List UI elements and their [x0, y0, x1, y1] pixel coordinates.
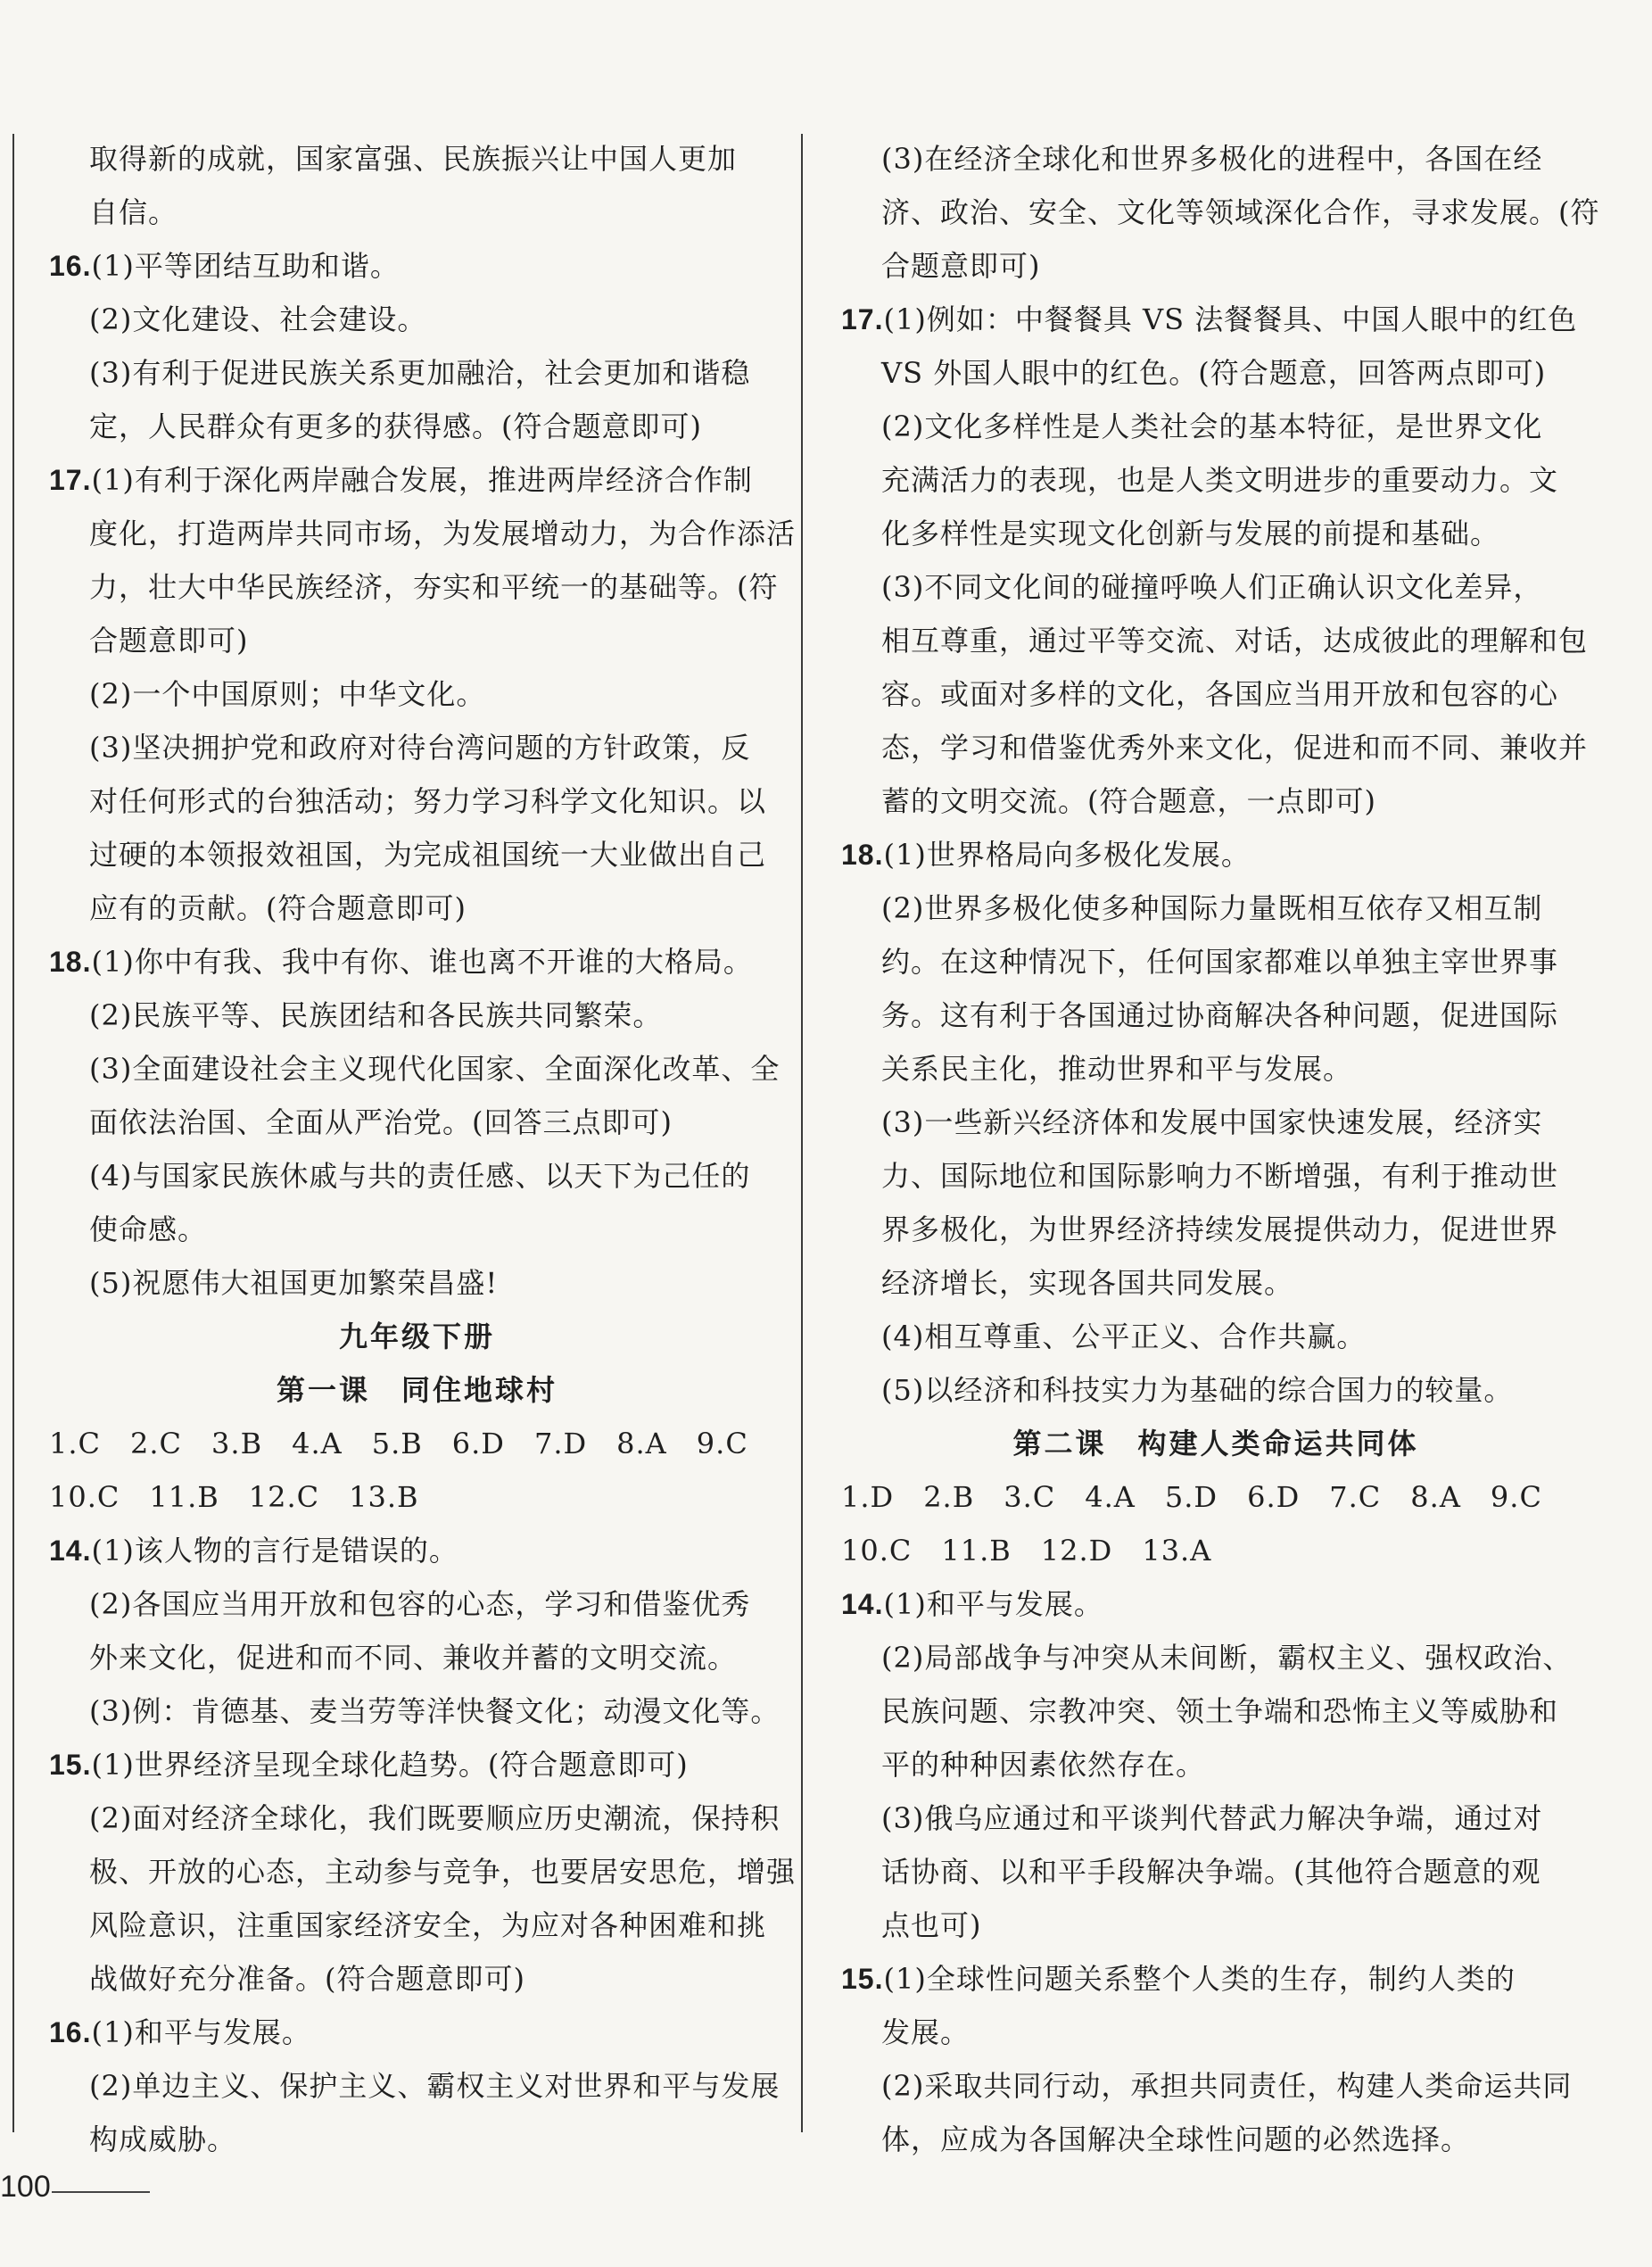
answer-line: [841, 1470, 1590, 1524]
answer-line: [841, 453, 1590, 507]
answer-text: (3)俄乌应通过和平谈判代替武力解决争端，通过对: [881, 1801, 1543, 1835]
answer-line: [841, 1042, 1590, 1096]
answer-line: [49, 881, 785, 935]
answer-line: [49, 1042, 785, 1096]
answer-text: (2)局部战争与冲突从未间断，霸权主义、强权政治、: [881, 1641, 1573, 1675]
answer-text: 相互尊重，通过平等交流、对话，达成彼此的理解和包: [881, 624, 1589, 658]
answer-text: 10.C 11.B 12.D 13.A: [841, 1534, 1212, 1568]
answer-text: (2)文化建设、社会建设。: [89, 302, 427, 336]
answer-line: [49, 1524, 785, 1577]
answer-line: [841, 1791, 1590, 1845]
answer-text: (2)面对经济全球化，我们既要顺应历史潮流，保持积: [89, 1801, 781, 1835]
answer-text: (2)各国应当用开放和包容的心态，学习和借鉴优秀: [89, 1587, 751, 1621]
answer-text: (5)以经济和科技实力为基础的综合国力的较量。: [881, 1373, 1514, 1407]
answer-text: (1)世界格局向多极化发展。: [883, 838, 1251, 872]
answer-text: (1)你中有我、我中有你、谁也离不开谁的大格局。: [91, 945, 753, 979]
answer-text: 自信。: [89, 195, 178, 229]
question-number: 16.: [49, 250, 92, 282]
right-column: [841, 132, 1600, 2166]
answer-line: [841, 400, 1590, 453]
answer-text: (4)与国家民族休戚与共的责任感、以天下为己任的: [89, 1159, 751, 1193]
answer-text: (2)民族平等、民族团结和各民族共同繁荣。: [89, 998, 663, 1032]
answer-line: [49, 1845, 797, 1899]
left-column: [49, 132, 797, 2166]
answer-text: 九年级下册: [338, 1320, 495, 1353]
answer-text: 点也可): [881, 1908, 982, 1942]
answer-line: [49, 989, 785, 1042]
question-number: 18.: [841, 839, 884, 871]
answer-line: [841, 1256, 1590, 1310]
answer-line: [49, 1899, 785, 1952]
answer-text: 化多样性是实现文化创新与发展的前提和基础。: [881, 517, 1500, 550]
answer-line: [49, 186, 785, 239]
answer-line: [49, 1203, 785, 1256]
answer-text: 第一课 同住地球村: [276, 1373, 558, 1407]
answer-line: [49, 1684, 785, 1738]
answer-line: [49, 1952, 785, 2006]
question-number: 17.: [841, 303, 884, 335]
answer-line: [49, 2059, 785, 2113]
answer-line: [841, 1203, 1590, 1256]
answer-line: [841, 1096, 1590, 1149]
question-number: 18.: [49, 946, 92, 978]
answer-text: 态，学习和借鉴优秀外来文化，促进和而不同、兼收并: [881, 731, 1589, 765]
answer-text: (1)世界经济呈现全球化趋势。(符合题意即可): [91, 1748, 689, 1782]
answer-line: [841, 2059, 1590, 2113]
question-number: 14.: [841, 1588, 884, 1620]
answer-text: 充满活力的表现，也是人类文明进步的重要动力。文: [881, 463, 1559, 497]
answer-text: 体，应成为各国解决全球性问题的必然选择。: [881, 2122, 1471, 2156]
answer-line: [49, 239, 785, 293]
answer-line: [841, 507, 1590, 560]
answer-line: [841, 186, 1600, 239]
answer-line: [49, 400, 785, 453]
answer-line: [841, 1738, 1590, 1791]
answer-text: 度化，打造两岸共同市场，为发展增动力，为合作添活: [89, 517, 797, 550]
answer-line: [49, 1738, 785, 1791]
answer-text: (4)相互尊重、公平正义、合作共赢。: [881, 1320, 1367, 1353]
answer-line: [49, 667, 785, 721]
answer-line: [841, 1845, 1590, 1899]
answer-text: 民族问题、宗教冲突、领土争端和恐怖主义等威胁和: [881, 1694, 1559, 1728]
answer-text: (2)一个中国原则；中华文化。: [89, 677, 486, 711]
answer-text: 战做好充分准备。(符合题意即可): [89, 1962, 525, 1996]
answer-text: (1)全球性问题关系整个人类的生存，制约人类的: [883, 1962, 1516, 1996]
answer-line: [841, 881, 1590, 935]
answer-text: 蓄的文明交流。(符合题意，一点即可): [881, 784, 1376, 818]
answer-text: 第二课 构建人类命运共同体: [1012, 1427, 1419, 1460]
answer-line: [49, 1470, 785, 1524]
answer-text: 风险意识，注重国家经济安全，为应对各种困难和挑: [89, 1908, 767, 1942]
answer-text: 经济增长，实现各国共同发展。: [881, 1266, 1294, 1300]
answer-text: (1)该人物的言行是错误的。: [91, 1534, 458, 1568]
answer-line: [841, 828, 1590, 881]
answer-line: [841, 2006, 1590, 2059]
answer-line: [841, 989, 1590, 1042]
answer-text: (1)和平与发展。: [883, 1587, 1103, 1621]
question-number: 17.: [49, 464, 92, 496]
answer-text: 合题意即可): [89, 624, 249, 658]
answer-line: [841, 1684, 1590, 1738]
left-margin-rule: [12, 134, 14, 2132]
answer-text: 1.C 2.C 3.B 4.A 5.B 6.D 7.D 8.A 9.C: [49, 1427, 748, 1460]
answer-text: 极、开放的心态，主动参与竞争，也要居安思危，增强: [89, 1855, 797, 1889]
answer-line: [841, 132, 1590, 186]
answer-text: 合题意即可): [881, 249, 1041, 283]
answer-text: 应有的贡献。(符合题意即可): [89, 891, 467, 925]
answer-line: [841, 1899, 1590, 1952]
answer-line: [841, 1310, 1590, 1363]
question-number: 15.: [49, 1749, 92, 1781]
answer-line: [49, 2006, 785, 2059]
answer-line: [841, 239, 1590, 293]
answer-line: [841, 1577, 1590, 1631]
answer-text: 构成威胁。: [89, 2122, 237, 2156]
answer-line: [49, 935, 785, 989]
page-number-rule: [52, 2191, 150, 2193]
answer-text: (2)采取共同行动，承担共同责任，构建人类命运共同: [881, 2069, 1573, 2103]
answer-text: (2)单边主义、保护主义、霸权主义对世界和平与发展: [89, 2069, 781, 2103]
answer-line: [49, 507, 797, 560]
section-heading: [841, 1417, 1590, 1470]
answer-text: (1)和平与发展。: [91, 2015, 311, 2049]
answer-line: [841, 1631, 1590, 1684]
answer-text: 力、国际地位和国际影响力不断增强，有利于推动世: [881, 1159, 1559, 1193]
answer-line: [49, 828, 785, 881]
answer-line: [841, 560, 1590, 614]
section-heading: [49, 1310, 785, 1363]
answer-line: [841, 774, 1590, 828]
answer-line: [841, 1149, 1590, 1203]
column-divider: [801, 134, 803, 2132]
answer-line: [49, 1417, 785, 1470]
answer-line: [49, 721, 785, 774]
answer-line: [49, 1791, 785, 1845]
answer-text: (3)例：肯德基、麦当劳等洋快餐文化；动漫文化等。: [89, 1694, 781, 1728]
answer-text: 务。这有利于各国通过协商解决各种问题，促进国际: [881, 998, 1559, 1032]
answer-line: [49, 774, 785, 828]
section-heading: [49, 1363, 785, 1417]
answer-line: [841, 935, 1590, 989]
answer-text: 容。或面对多样的文化，各国应当用开放和包容的心: [881, 677, 1559, 711]
answer-line: [841, 1952, 1590, 2006]
answer-line: [841, 1524, 1590, 1577]
answer-line: [49, 1256, 785, 1310]
answer-line: [49, 1096, 785, 1149]
answer-line: [49, 1631, 785, 1684]
answer-text: 约。在这种情况下，任何国家都难以单独主宰世界事: [881, 945, 1559, 979]
answer-text: 10.C 11.B 12.C 13.B: [49, 1480, 419, 1514]
answer-line: [49, 614, 785, 667]
answer-text: (3)一些新兴经济体和发展中国家快速发展，经济实: [881, 1105, 1543, 1139]
answer-text: 定，人民群众有更多的获得感。(符合题意即可): [89, 410, 702, 443]
answer-line: [841, 346, 1590, 400]
answer-line: [49, 2113, 785, 2166]
answer-text: VS 外国人眼中的红色。(符合题意，回答两点即可): [881, 356, 1547, 390]
answer-line: [49, 346, 785, 400]
answer-text: 界多极化，为世界经济持续发展提供动力，促进世界: [881, 1212, 1559, 1246]
answer-text: 过硬的本领报效祖国，为完成祖国统一大业做出自己: [89, 838, 767, 872]
answer-text: 取得新的成就，国家富强、民族振兴让中国人更加: [89, 142, 738, 176]
answer-text: 关系民主化，推动世界和平与发展。: [881, 1052, 1353, 1086]
answer-text: 发展。: [881, 2015, 971, 2049]
answer-line: [841, 2113, 1590, 2166]
answer-line: [841, 667, 1590, 721]
answer-text: 面依法治国、全面从严治党。(回答三点即可): [89, 1105, 673, 1139]
answer-text: (1)平等团结互助和谐。: [91, 249, 400, 283]
question-number: 15.: [841, 1963, 884, 1995]
answer-text: 平的种种因素依然存在。: [881, 1748, 1206, 1782]
answer-line: [841, 1363, 1590, 1417]
answer-text: 力，壮大中华民族经济，夯实和平统一的基础等。(符: [89, 570, 779, 604]
answer-text: (3)全面建设社会主义现代化国家、全面深化改革、全: [89, 1052, 781, 1086]
answer-line: [841, 614, 1590, 667]
answer-line: [49, 1577, 785, 1631]
answer-line: [841, 721, 1590, 774]
answer-text: (3)在经济全球化和世界多极化的进程中，各国在经: [881, 142, 1543, 176]
answer-line: [841, 293, 1590, 346]
answer-text: 话协商、以和平手段解决争端。(其他符合题意的观: [881, 1855, 1541, 1889]
answer-text: (3)不同文化间的碰撞呼唤人们正确认识文化差异，: [881, 570, 1543, 604]
answer-text: (3)有利于促进民族关系更加融洽，社会更加和谐稳: [89, 356, 751, 390]
answer-text: (3)坚决拥护党和政府对待台湾问题的方针政策，反: [89, 731, 751, 765]
answer-text: 外来文化，促进和而不同、兼收并蓄的文明交流。: [89, 1641, 738, 1675]
answer-line: [49, 453, 785, 507]
answer-text: (1)例如：中餐餐具 VS 法餐餐具、中国人眼中的红色: [883, 302, 1578, 336]
answer-text: 1.D 2.B 3.C 4.A 5.D 6.D 7.C 8.A 9.C: [841, 1480, 1542, 1514]
answer-text: 对任何形式的台独活动；努力学习科学文化知识。以: [89, 784, 767, 818]
answer-text: 济、政治、安全、文化等领域深化合作，寻求发展。(符: [881, 195, 1600, 229]
answer-line: [49, 560, 785, 614]
answer-line: [49, 132, 785, 186]
answer-text: (2)世界多极化使多种国际力量既相互依存又相互制: [881, 891, 1543, 925]
question-number: 16.: [49, 2016, 92, 2048]
question-number: 14.: [49, 1535, 92, 1567]
answer-text: (2)文化多样性是人类社会的基本特征，是世界文化: [881, 410, 1543, 443]
answer-text: 使命感。: [89, 1212, 208, 1246]
page-number: 100: [0, 2170, 51, 2204]
answer-line: [49, 293, 785, 346]
answer-text: (5)祝愿伟大祖国更加繁荣昌盛!: [89, 1266, 499, 1300]
answer-text: (1)有利于深化两岸融合发展，推进两岸经济合作制: [91, 463, 753, 497]
answer-line: [49, 1149, 785, 1203]
